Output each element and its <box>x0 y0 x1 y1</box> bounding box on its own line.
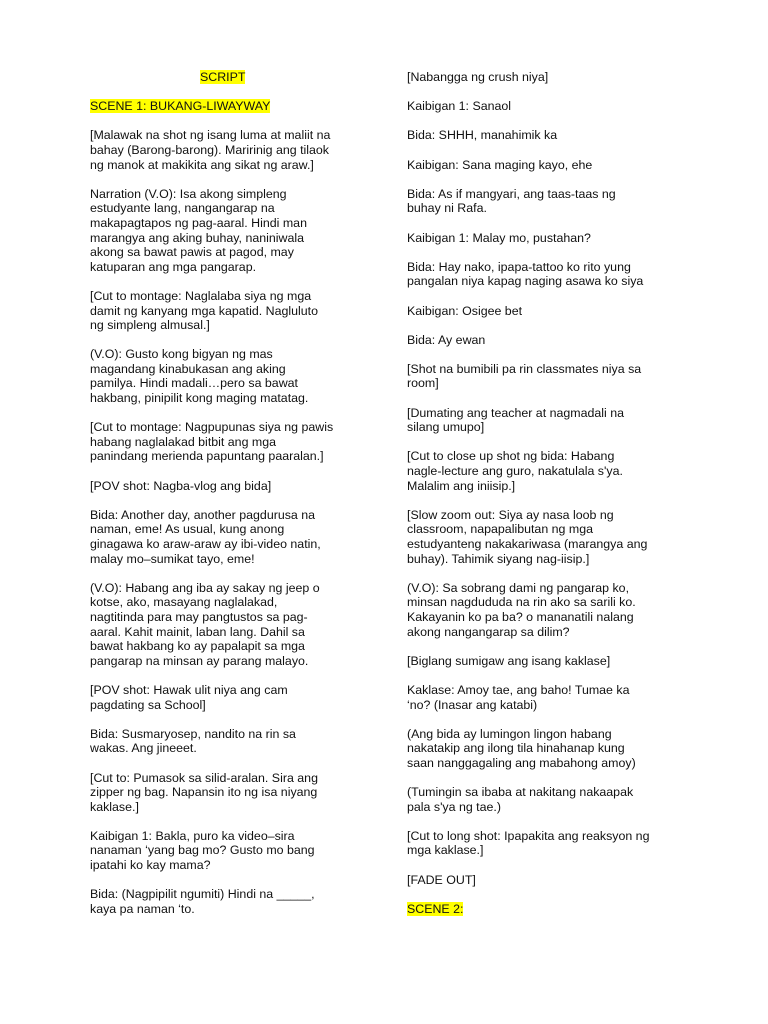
script-paragraph <box>407 70 707 85</box>
paragraph-text: Narration (V.O): Isa akong simpleng estudyante lang, nangangarap na makapagtapos ng pag-aaral. Hindi man marangya ang aking buhay, naniniwala akong sa bawat pawis at pagod, may katuparan ang mga pangarap. <box>90 186 307 274</box>
paragraph-text: Bida: Ay ewan <box>407 332 486 347</box>
paragraph-text: [Cut to close up shot ng bida: Habang nagle-lecture ang guro, nakatulala s'ya. Malalim ang iniisip.] <box>407 449 623 493</box>
paragraph-text: [Malawak na shot ng isang luma at maliit na bahay (Barong-barong). Maririnig ang tilaok ng manok at makikita ang sikat ng araw.] <box>90 128 331 172</box>
script-paragraph <box>90 508 372 566</box>
script-paragraph <box>407 727 707 771</box>
paragraph-text: (V.O): Habang ang iba ay sakay ng jeep o kotse, ako, masayang naglalakad, nagtitinda para may pangtustos sa pag- aaral. Kahit mainit, laban lang. Dahil sa bawat hakbang ko ay papalapit sa mga pangarap na minsan ay parang malayo. <box>90 580 320 668</box>
script-paragraph <box>407 99 707 114</box>
script-paragraph <box>90 347 372 405</box>
paragraph-text: [Cut to montage: Naglalaba siya ng mga damit ng kanyang mga kapatid. Nagluluto ng simpleng almusal.] <box>90 288 318 333</box>
script-title <box>90 70 372 85</box>
script-paragraph <box>407 902 707 917</box>
script-paragraph <box>407 128 707 143</box>
paragraph-text: (Tumingin sa ibaba at nakitang nakaapak pala s'ya ng tae.) <box>407 785 634 814</box>
script-paragraph <box>90 479 372 494</box>
paragraph-text: [Biglang sumigaw ang isang kaklase] <box>407 653 611 668</box>
paragraph-text: (Ang bida ay lumingon lingon habang nakatakip ang ilong tila hinahanap kung saan nanggagaling ang mabahong amoy) <box>407 726 636 770</box>
scene-heading: SCENE 1: BUKANG-LIWAYWAY <box>90 99 271 114</box>
paragraph-text: Kaibigan: Osigee bet <box>407 303 523 318</box>
scene-heading: SCENE 2: <box>407 901 464 916</box>
title-text: SCRIPT <box>200 70 246 84</box>
script-paragraph <box>90 887 372 916</box>
paragraph-text: (V.O): Gusto kong bigyan ng mas magandang kinabukasan ang aking pamilya. Hindi madali…pero sa bawat hakbang, pinipilit kong maging matatag. <box>90 347 309 406</box>
paragraph-text: Kaibigan 1: Bakla, puro ka video–sira nanaman ‘yang bag mo? Gusto mo bang ipatahi ko kay mama? <box>90 828 315 873</box>
script-paragraph <box>407 231 707 246</box>
paragraph-text: Bida: (Nagpipilit ngumiti) Hindi na _____, kaya pa naman ‘to. <box>90 887 315 916</box>
script-paragraph <box>90 771 372 815</box>
script-paragraph <box>407 829 707 858</box>
paragraph-text: (V.O): Sa sobrang dami ng pangarap ko, minsan nagdududa na rin ako sa sarili ko. Kakayanin ko pa ba? o mananatili nalang akong nangangarap sa dilim? <box>407 580 636 639</box>
script-paragraph <box>407 449 707 493</box>
paragraph-text: Kaibigan: Sana maging kayo, ehe <box>407 157 593 172</box>
script-paragraph <box>407 508 707 566</box>
paragraph-text: [Slow zoom out: Siya ay nasa loob ng classroom, napapalibutan ng mga estudyanteng nakakariwasa (marangya ang buhay). Tahimik siyang nag-iisip.] <box>407 507 648 566</box>
paragraph-text: Kaklase: Amoy tae, ang baho! Tumae ka ‘no? (Inasar ang katabi) <box>407 682 630 712</box>
script-paragraph <box>407 362 707 391</box>
script-paragraph <box>90 99 372 114</box>
script-paragraph <box>407 873 707 888</box>
paragraph-text: [Cut to montage: Nagpupunas siya ng pawis habang naglalakad bitbit ang mga panindang merienda papuntang paaralan.] <box>90 420 334 464</box>
script-paragraph <box>407 683 707 712</box>
script-paragraph <box>90 683 372 712</box>
script-paragraph <box>90 289 372 333</box>
paragraph-text: [FADE OUT] <box>407 872 476 887</box>
left-paragraphs <box>90 99 372 916</box>
script-paragraph <box>90 727 372 756</box>
script-paragraph <box>407 333 707 348</box>
paragraph-text: Bida: SHHH, manahimik ka <box>407 128 558 143</box>
right-column <box>407 70 707 931</box>
paragraph-text: Bida: As if mangyari, ang taas-taas ng buhay ni Rafa. <box>407 186 616 216</box>
paragraph-text: [Shot na bumibili pa rin classmates niya sa room] <box>407 361 642 391</box>
script-paragraph <box>90 420 372 464</box>
paragraph-text: Bida: Another day, another pagdurusa na naman, eme! As usual, kung anong ginagawa ko araw-araw ay ibi-video natin, malay mo–sumikat tayo, eme! <box>90 507 321 566</box>
script-paragraph <box>407 654 707 669</box>
script-paragraph <box>407 304 707 319</box>
right-paragraphs <box>407 70 707 916</box>
script-paragraph <box>407 406 707 435</box>
paragraph-text: Bida: Susmaryosep, nandito na rin sa wakas. Ang jineeet. <box>90 726 296 756</box>
paragraph-text: [Cut to long shot: Ipapakita ang reaksyon ng mga kaklase.] <box>407 828 650 858</box>
script-paragraph <box>407 581 707 639</box>
script-paragraph <box>407 187 707 216</box>
script-paragraph <box>407 785 707 814</box>
paragraph-text: [POV shot: Nagba-vlog ang bida] <box>90 478 272 493</box>
script-paragraph <box>407 260 707 289</box>
left-column <box>90 70 372 931</box>
script-paragraph <box>90 128 372 172</box>
script-paragraph <box>90 581 372 669</box>
script-paragraph <box>90 187 372 275</box>
paragraph-text: Bida: Hay nako, ipapa-tattoo ko rito yung pangalan niya kapag naging asawa ko siya <box>407 259 644 289</box>
paragraph-text: Kaibigan 1: Sanaol <box>407 99 512 114</box>
paragraph-text: [POV shot: Hawak ulit niya ang cam pagdating sa School] <box>90 682 288 712</box>
paragraph-text: [Dumating ang teacher at nagmadali na silang umupo] <box>407 405 624 435</box>
script-paragraph <box>407 158 707 173</box>
paragraph-text: Kaibigan 1: Malay mo, pustahan? <box>407 230 591 245</box>
paragraph-text: [Cut to: Pumasok sa silid-aralan. Sira ang zipper ng bag. Napansin ito ng isa niyang kaklase.] <box>90 770 318 814</box>
script-paragraph <box>90 829 372 873</box>
paragraph-text: [Nabangga ng crush niya] <box>407 70 549 84</box>
